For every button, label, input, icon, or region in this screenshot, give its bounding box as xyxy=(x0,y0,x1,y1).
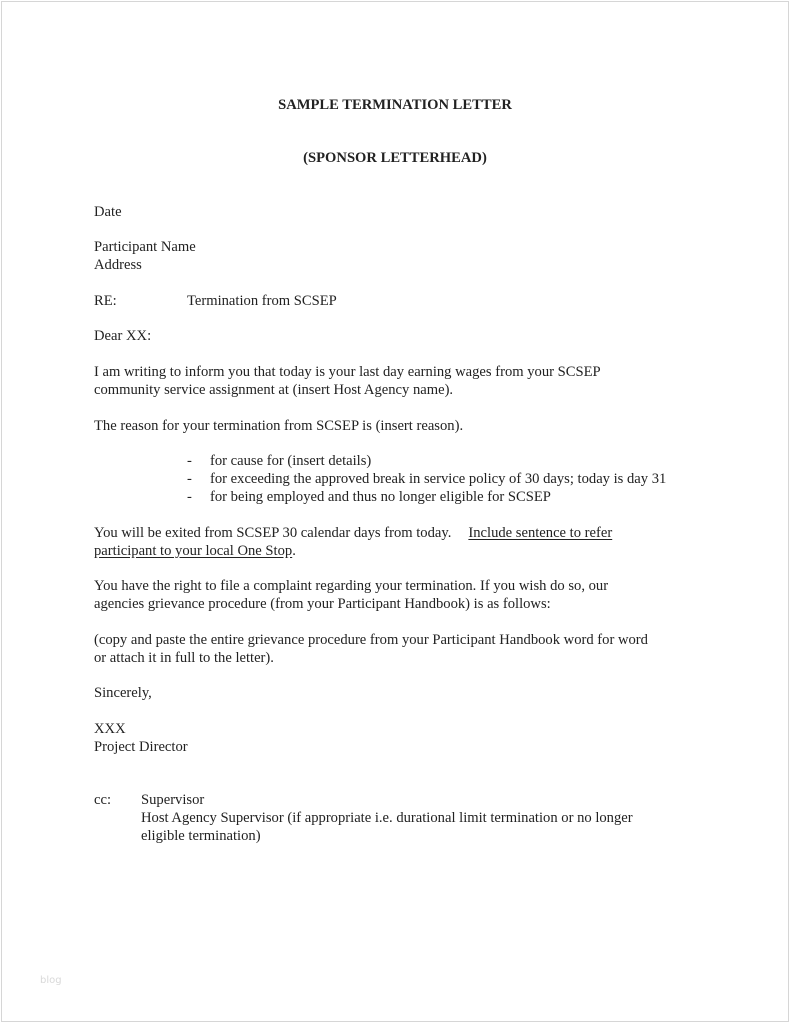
letter-title: SAMPLE TERMINATION LETTER xyxy=(278,97,512,113)
paragraph-1-line-1: I am writing to inform you that today is your last day earning wages from your SCSEP xyxy=(94,364,601,380)
cc-line-2: Host Agency Supervisor (if appropriate i.e. durational limit termination or no longer xyxy=(141,810,633,826)
signer-title: Project Director xyxy=(94,739,188,755)
paragraph-3-instruction-cont: participant to your local One Stop xyxy=(94,543,293,559)
signer-name: XXX xyxy=(94,721,126,737)
recipient-name: Participant Name xyxy=(94,239,196,255)
re-value: Termination from SCSEP xyxy=(187,293,337,309)
paragraph-3-plain: You will be exited from SCSEP 30 calendar days from today. xyxy=(94,525,452,541)
letter-page xyxy=(1,1,789,1022)
paragraph-3-line-1 xyxy=(94,524,612,542)
bullet-dash: - xyxy=(187,453,192,469)
paragraph-3-period: . xyxy=(292,543,296,559)
paragraph-5-line-1: (copy and paste the entire grievance procedure from your Participant Handbook word for word xyxy=(94,632,648,648)
paragraph-2: The reason for your termination from SCSEP is (insert reason). xyxy=(94,418,464,434)
paragraph-4-line-2: agencies grievance procedure (from your Participant Handbook) is as follows: xyxy=(94,596,551,612)
cc-label: cc: xyxy=(94,792,112,808)
paragraph-3-instruction: Include sentence to refer xyxy=(468,525,613,541)
date-line: Date xyxy=(94,204,122,220)
closing: Sincerely, xyxy=(94,685,152,701)
cc-line-3: eligible termination) xyxy=(141,828,261,844)
watermark-text: blog xyxy=(40,975,62,986)
bullet-dash: - xyxy=(187,471,192,487)
recipient-address: Address xyxy=(94,257,142,273)
re-label: RE: xyxy=(94,293,117,309)
paragraph-1-line-2: community service assignment at (insert Host Agency name). xyxy=(94,382,454,398)
salutation: Dear XX: xyxy=(94,328,152,344)
paragraph-3-line-2 xyxy=(94,542,296,560)
paragraph-5-line-2: or attach it in full to the letter). xyxy=(94,650,274,666)
cc-line-1: Supervisor xyxy=(141,792,205,808)
bullet-item: for cause for (insert details) xyxy=(210,453,372,469)
bullet-dash: - xyxy=(187,489,192,505)
bullet-item: for being employed and thus no longer eligible for SCSEP xyxy=(210,489,551,505)
paragraph-4-line-1: You have the right to file a complaint regarding your termination. If you wish do so, our xyxy=(94,578,609,594)
letterhead-placeholder: (SPONSOR LETTERHEAD) xyxy=(303,150,487,166)
bullet-item: for exceeding the approved break in service policy of 30 days; today is day 31 xyxy=(210,471,667,487)
